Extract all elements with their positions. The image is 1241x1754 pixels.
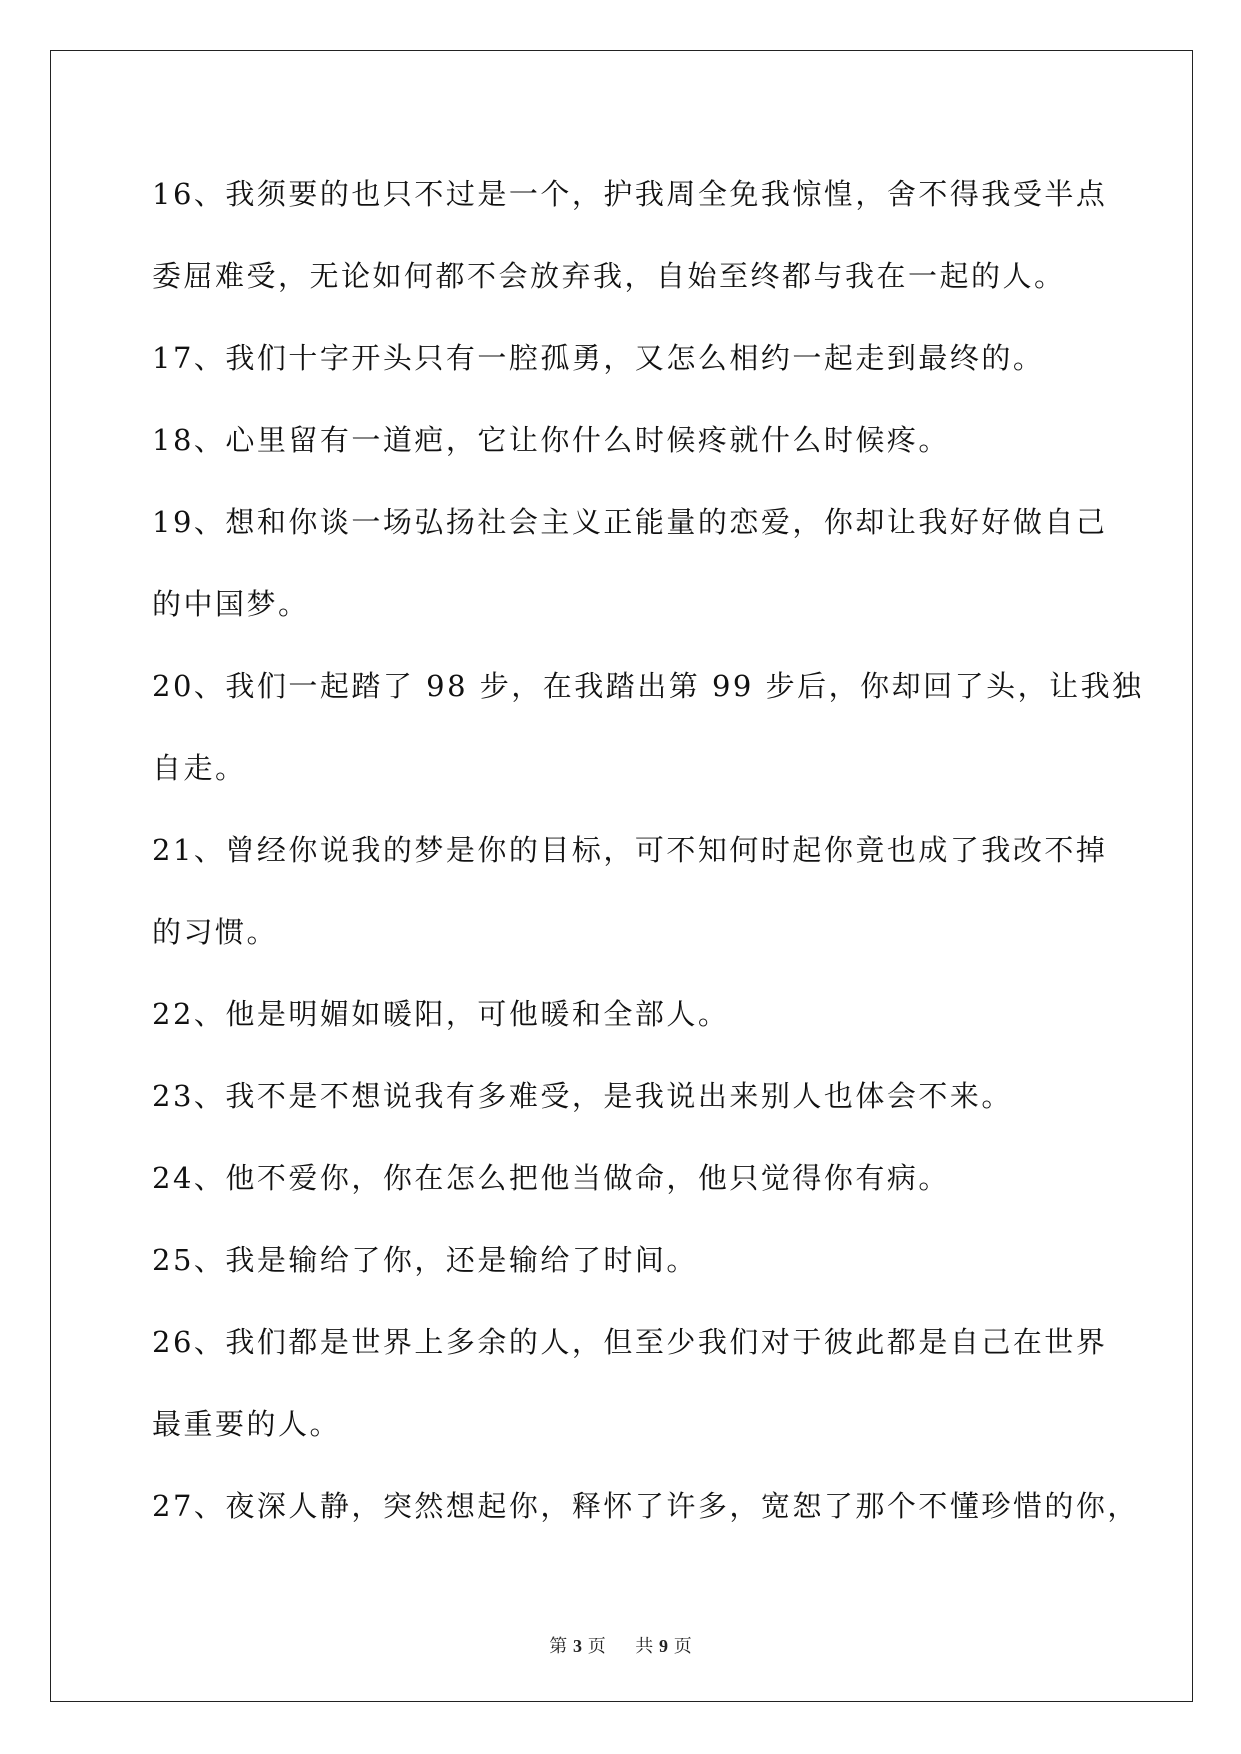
total-pages-number: 9 bbox=[658, 1636, 668, 1656]
page-footer bbox=[0, 1632, 1241, 1658]
text-line: 24、他不爱你，你在怎么把他当做命，他只觉得你有病。 bbox=[152, 1161, 950, 1195]
page-label-prefix: 第 bbox=[549, 1636, 568, 1657]
text-line: 委屈难受，无论如何都不会放弃我，自始至终都与我在一起的人。 bbox=[152, 259, 1066, 293]
current-page-number: 3 bbox=[573, 1636, 583, 1656]
text-line: 16、我须要的也只不过是一个，护我周全免我惊惶，舍不得我受半点 bbox=[152, 177, 1108, 211]
text-line: 26、我们都是世界上多余的人，但至少我们对于彼此都是自己在世界 bbox=[152, 1325, 1108, 1359]
text-line: 27、夜深人静，突然想起你，释怀了许多，宽恕了那个不懂珍惜的你， bbox=[152, 1489, 1139, 1523]
text-line: 的习惯。 bbox=[152, 915, 279, 949]
text-line: 22、他是明媚如暖阳，可他暖和全部人。 bbox=[152, 997, 730, 1031]
total-label-suffix: 页 bbox=[673, 1636, 692, 1657]
text-line: 19、想和你谈一场弘扬社会主义正能量的恋爱，你却让我好好做自己 bbox=[152, 505, 1108, 539]
text-line: 25、我是输给了你，还是输给了时间。 bbox=[152, 1243, 698, 1277]
text-line: 最重要的人。 bbox=[152, 1407, 342, 1441]
text-line: 23、我不是不想说我有多难受，是我说出来别人也体会不来。 bbox=[152, 1079, 1013, 1113]
total-label-prefix: 共 bbox=[635, 1636, 654, 1657]
text-line: 自走。 bbox=[152, 751, 247, 785]
text-line: 18、心里留有一道疤，它让你什么时候疼就什么时候疼。 bbox=[152, 423, 950, 457]
text-line: 20、我们一起踏了 98 步，在我踏出第 99 步后，你却回了头，让我独 bbox=[152, 669, 1144, 703]
document-body bbox=[152, 165, 1144, 1559]
text-line: 21、曾经你说我的梦是你的目标，可不知何时起你竟也成了我改不掉 bbox=[152, 833, 1108, 867]
text-line: 的中国梦。 bbox=[152, 587, 310, 621]
text-line: 17、我们十字开头只有一腔孤勇，又怎么相约一起走到最终的。 bbox=[152, 341, 1045, 375]
page-label-suffix: 页 bbox=[587, 1636, 606, 1657]
